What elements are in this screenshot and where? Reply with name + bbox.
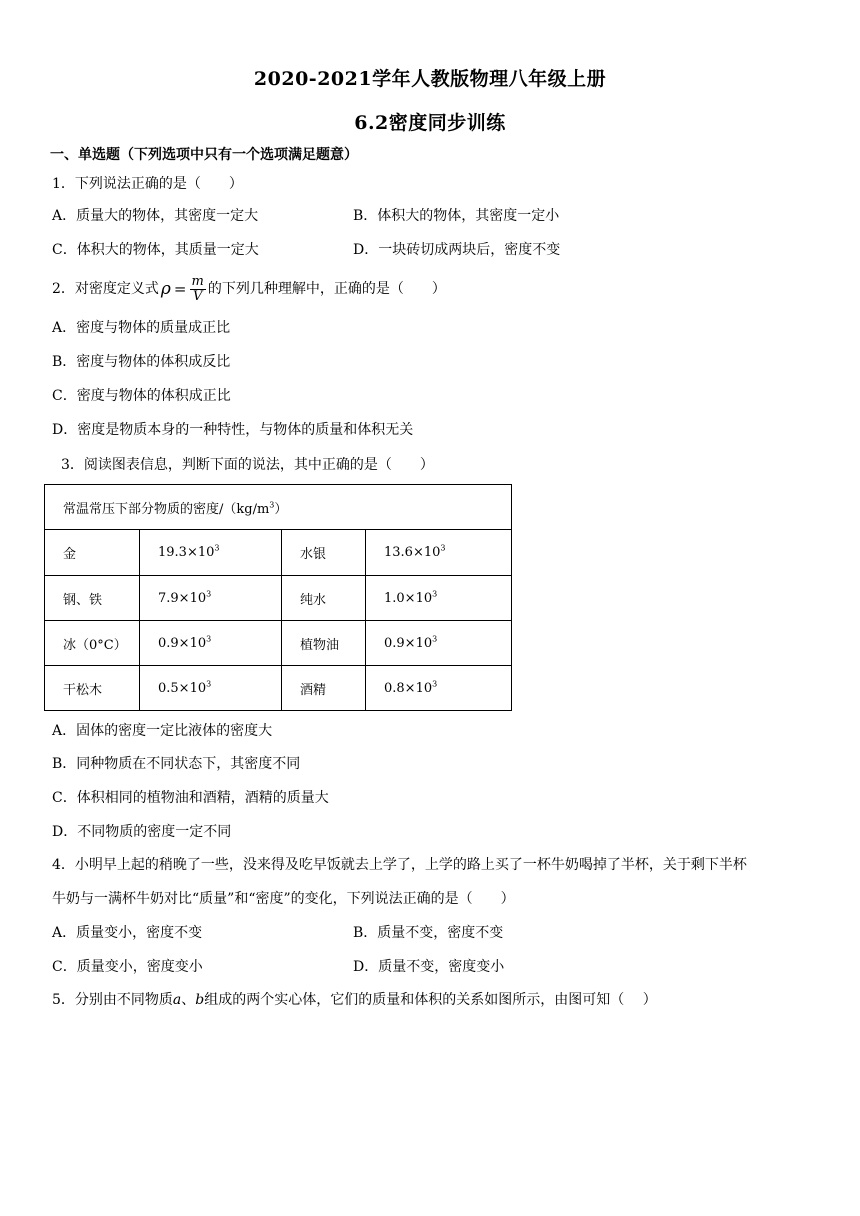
q5-stem-after: 组成的两个实心体，它们的质量和体积的关系如图所示，由图可知（ ） (204, 992, 657, 1008)
table-cell-name: 金 (45, 530, 140, 576)
q4-option-d: D．质量不变，密度变小 (353, 959, 505, 975)
table-cell-name: 纯水 (282, 576, 366, 621)
q4-option-a: A．质量变小，密度不变 (52, 925, 203, 941)
doc-title-line1: 2020-2021学年人教版物理八年级上册 (253, 68, 607, 90)
q5-stem-before: 5．分别由不同物质 (52, 992, 173, 1008)
q2-option-b: B．密度与物体的体积成反比 (52, 354, 231, 370)
q3-option-a: A．固体的密度一定比液体的密度大 (52, 723, 273, 739)
table-cell-name: 水银 (282, 530, 366, 576)
q1-option-d: D．一块砖切成两块后，密度不变 (353, 242, 561, 258)
table-cell-name: 干松木 (45, 666, 140, 711)
q5-stem (52, 991, 657, 1009)
doc-title-line2: 6.2密度同步训练 (354, 112, 506, 134)
q3-option-c: C．体积相同的植物油和酒精，酒精的质量大 (52, 790, 329, 806)
table-cell-name: 植物油 (282, 621, 366, 666)
table-row (45, 621, 512, 666)
q3-stem: 3．阅读图表信息，判断下面的说法，其中正确的是（ ） (61, 457, 434, 473)
table-row (45, 530, 512, 576)
density-table (44, 484, 512, 711)
q2-option-c: C．密度与物体的体积成正比 (52, 388, 231, 404)
q3-option-b: B．同种物质在不同状态下，其密度不同 (52, 756, 301, 772)
q4-option-b: B．质量不变，密度不变 (353, 925, 504, 941)
table-cell-name: 冰（0°C） (45, 621, 140, 666)
formula-denominator: V (192, 288, 203, 304)
table-row (45, 576, 512, 621)
q4-option-c: C．质量变小，密度变小 (52, 959, 203, 975)
formula-numerator: m (191, 273, 204, 289)
formula-equals: = (173, 280, 187, 298)
q2-stem-before: 2．对密度定义式 (52, 281, 159, 297)
formula-rho: ρ (160, 279, 171, 299)
table-cell-name: 钢、铁 (45, 576, 140, 621)
q5-var-b: b (195, 992, 205, 1008)
q1-stem: 1．下列说法正确的是（ ） (52, 176, 243, 192)
q2-stem-after: 的下列几种理解中，正确的是（ ） (207, 281, 446, 297)
q4-stem-line1: 4．小明早上起的稍晚了一些，没来得及吃早饭就去上学了，上学的路上买了一杯牛奶喝掉了半杯，关于剩下半杯 (52, 857, 747, 873)
section-heading: 一、单选题（下列选项中只有一个选项满足题意） (50, 147, 358, 163)
table-cell-value: $1.0\times 10^3$ (366, 576, 512, 621)
table-cell-value: $0.9\times 10^3$ (140, 621, 282, 666)
table-cell-value: $7.9\times 10^3$ (140, 576, 282, 621)
q1-option-a: A．质量大的物体，其密度一定大 (52, 208, 259, 224)
table-cell-value: $0.9\times 10^3$ (366, 621, 512, 666)
q2-option-d: D．密度是物质本身的一种特性，与物体的质量和体积无关 (52, 422, 414, 438)
table-caption: 常温常压下部分物质的密度$/(kg/m^3)$ (45, 485, 512, 530)
q2-option-a: A．密度与物体的质量成正比 (52, 320, 231, 336)
density-formula (161, 275, 206, 304)
q1-option-c: C．体积大的物体，其质量一定大 (52, 242, 259, 258)
q3-option-d: D．不同物质的密度一定不同 (52, 824, 232, 840)
table-cell-value: $0.5\times 10^3$ (140, 666, 282, 711)
table-cell-value: $0.8\times 10^3$ (366, 666, 512, 711)
q5-sep: 、 (181, 992, 196, 1008)
q2-stem (52, 274, 446, 304)
table-cell-value: $13.6\times 10^3$ (366, 530, 512, 576)
table-cell-value: $19.3\times 10^3$ (140, 530, 282, 576)
table-row (45, 666, 512, 711)
table-cell-name: 酒精 (282, 666, 366, 711)
q5-var-a: a (172, 992, 182, 1008)
q4-stem-line2: 牛奶与一满杯牛奶对比“质量”和“密度”的变化，下列说法正确的是（ ） (52, 891, 515, 907)
q1-option-b: B．体积大的物体，其密度一定小 (353, 208, 560, 224)
formula-fraction (190, 275, 206, 304)
